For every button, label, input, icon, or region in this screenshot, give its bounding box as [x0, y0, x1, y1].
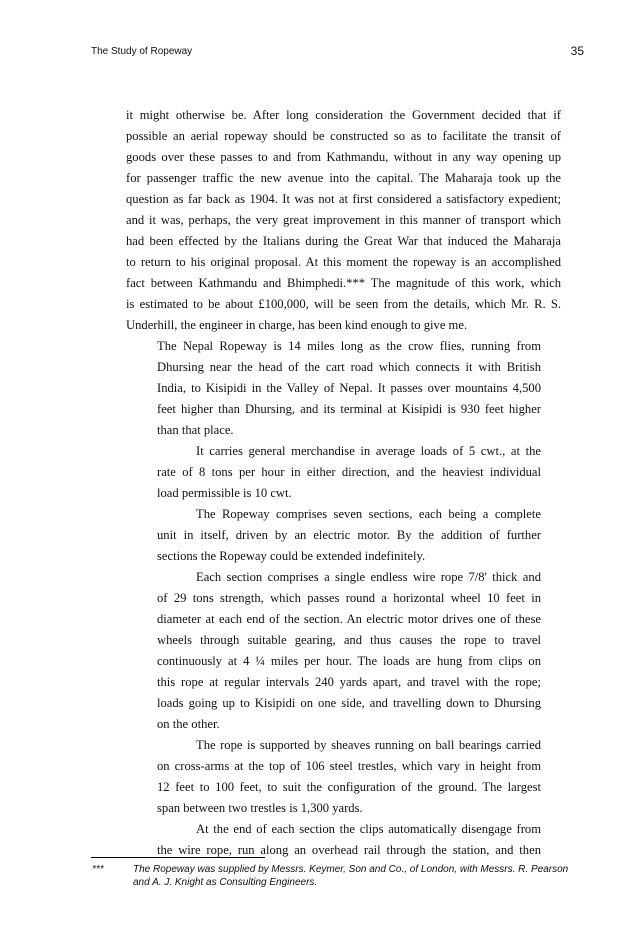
- text-line: question as far back as 1904. It was not at first considered a satisfactory expedient;: [126, 192, 561, 206]
- text-line: The rope is supported by sheaves running on ball bearings carried: [196, 738, 541, 752]
- text-line: rate of 8 tons per hour in either direction, and the heaviest individual: [157, 465, 541, 479]
- text-line: the wire rope, run along an overhead rail through the station, and then: [157, 843, 541, 857]
- running-title: The Study of Ropeway: [91, 46, 193, 57]
- page-number: 35: [570, 44, 584, 58]
- text-line: on cross-arms at the top of 106 steel trestles, which vary in height from: [157, 759, 541, 773]
- text-line: Dhursing near the head of the cart road which connects it with British: [157, 360, 541, 374]
- text-line: is estimated to be about £100,000, will be seen from the details, which Mr. R. S.: [126, 297, 561, 311]
- text-line: for passenger traffic the new avenue into the capital. The Maharaja took up the: [126, 171, 561, 185]
- text-line: than that place.: [157, 423, 234, 437]
- text-line: fact between Kathmandu and Bhimphedi.*** The magnitude of this work, which: [126, 276, 561, 290]
- text-line: Underhill, the engineer in charge, has been kind enough to give me.: [126, 318, 468, 332]
- text-line: unit in itself, driven by an electric motor. By the addition of further: [157, 528, 541, 542]
- text-line: wheels through suitable gearing, and thus causes the rope to travel: [157, 633, 541, 647]
- text-line: possible an aerial ropeway should be constructed so as to facilitate the transit of: [126, 129, 561, 143]
- footnote-line: and A. J. Knight as Consulting Engineers.: [133, 877, 318, 888]
- text-line: 12 feet to 100 feet, to suit the configuration of the ground. The largest: [157, 780, 541, 794]
- text-line: to return to his original proposal. At this moment the ropeway is an accomplished: [126, 255, 561, 269]
- text-line: continuously at 4 ¼ miles per hour. The loads are hung from clips on: [157, 654, 541, 668]
- text-line: this rope at regular intervals 240 yards apart, and travel with the rope;: [157, 675, 541, 689]
- footnote-rule: [91, 857, 265, 858]
- text-line: sections the Ropeway could be extended indefinitely.: [157, 549, 426, 563]
- text-line: The Nepal Ropeway is 14 miles long as the crow flies, running from: [157, 339, 541, 353]
- footnote-marker: ***: [92, 864, 104, 875]
- text-line: loads going up to Kisipidi on one side, and travelling down to Dhursing: [157, 696, 541, 710]
- text-line: and it was, perhaps, the very great improvement in this manner of transport which: [126, 213, 561, 227]
- text-line: had been effected by the Italians during the Great War that induced the Maharaja: [126, 234, 561, 248]
- footnote-line: The Ropeway was supplied by Messrs. Keymer, Son and Co., of London, with Messrs. R. Pearson: [133, 864, 569, 875]
- text-line: The Ropeway comprises seven sections, each being a complete: [196, 507, 541, 521]
- text-line: of 29 tons strength, which passes round a horizontal wheel 10 feet in: [157, 591, 541, 605]
- text-line: on the other.: [157, 717, 220, 731]
- text-line: feet higher than Dhursing, and its terminal at Kisipidi is 930 feet higher: [157, 402, 541, 416]
- text-line: diameter at each end of the section. An electric motor drives one of these: [157, 612, 541, 626]
- text-line: goods over these passes to and from Kathmandu, without in any way opening up: [126, 150, 561, 164]
- text-line: it might otherwise be. After long consideration the Government decided that if: [126, 108, 561, 122]
- text-line: India, to Kisipidi in the Valley of Nepal. It passes over mountains 4,500: [157, 381, 541, 395]
- text-line: It carries general merchandise in average loads of 5 cwt., at the: [196, 444, 541, 458]
- text-line: Each section comprises a single endless wire rope 7/8' thick and: [196, 570, 541, 584]
- text-line: At the end of each section the clips automatically disengage from: [196, 822, 541, 836]
- text-line: span between two trestles is 1,300 yards.: [157, 801, 363, 815]
- page-header: [91, 44, 584, 64]
- text-line: load permissible is 10 cwt.: [157, 486, 292, 500]
